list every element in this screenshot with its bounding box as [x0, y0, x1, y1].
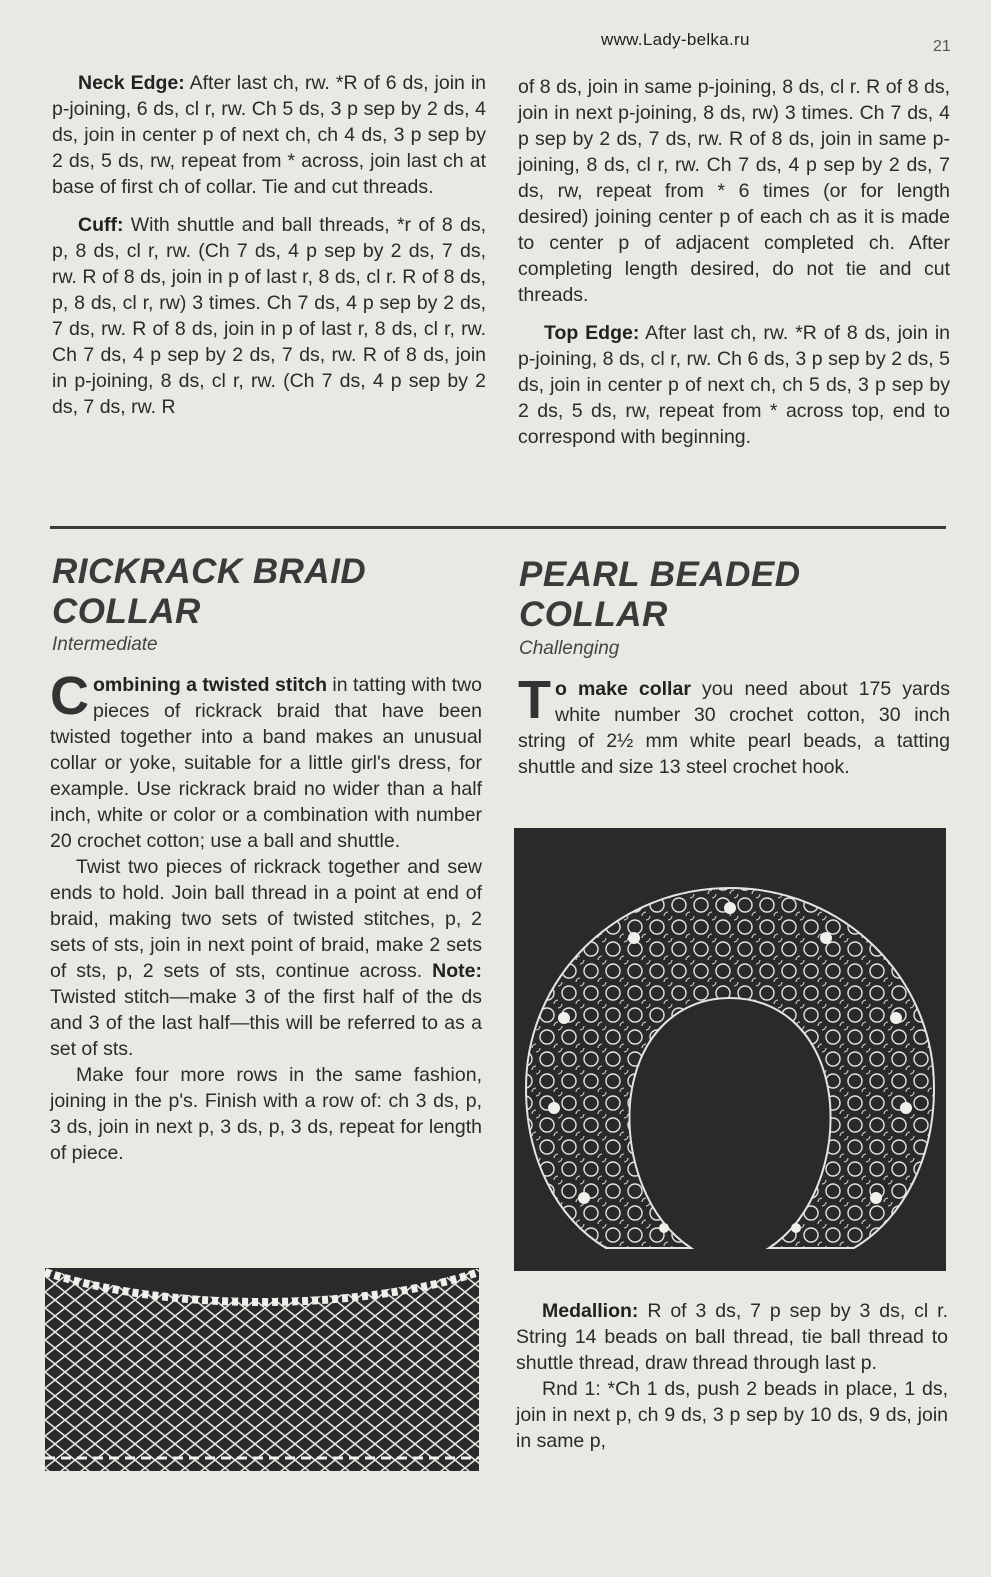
top-edge-paragraph [518, 320, 950, 450]
note-text: Twisted stitch—make 3 of the first half of the ds and 3 of the last half—this will be referred to as a set of sts. [50, 986, 482, 1060]
website-url: www.Lady-belka.ru [601, 30, 750, 49]
neck-edge-paragraph [52, 70, 486, 200]
rickrack-title-line2: COLLAR [52, 592, 201, 631]
pearl-intro [518, 670, 950, 780]
cuff-continuation-paragraph: of 8 ds, join in same p-joining, 8 ds, cl r. R of 8 ds, join in next p-joining, 8 ds, rw) 3 times. Ch 7 ds, 4 p sep by 2 ds, 7 ds, rw. R of 8 ds, join in same p-joining, 8 ds, cl r, rw. Ch 7 ds, 4 p sep by 2 ds, 7 ds, rw, repeat from * 6 times (or for length desired) joining center p of each ch as it is made to center p of adjacent completed ch. After completing length desired, do not tie and cut threads. [518, 76, 950, 306]
rickrack-intro [50, 666, 483, 854]
pearl-intro-text: you need about 175 yards white number 30 crochet cotton, 30 inch string of 2½ mm white pearl beads, a tatting shuttle and size 13 steel crochet hook. [518, 678, 950, 778]
pearl-title-line1: PEARL BEADED [519, 555, 801, 594]
pearl-collar-photo [514, 828, 946, 1271]
cuff-continuation-column [518, 74, 950, 450]
rickrack-intro-text: in tatting with two pieces of rickrack braid that have been twisted together into a band makes an unusual collar or yoke, suitable for a little girl's dress, for example. Use rickrack braid no wider than a half inch, white or color or a combination with number 20 crochet cotton; use a ball and shuttle. [50, 674, 483, 852]
medallion-text: R of 3 ds, 7 p sep by 3 ds, cl r. String 14 beads on ball thread, tie ball thread to shuttle thread, draw thread through last p. [516, 1300, 948, 1374]
top-edge-label: Top Edge: [544, 322, 640, 344]
rickrack-body [50, 666, 483, 1166]
medallion-paragraph [516, 1298, 948, 1376]
rickrack-dropcap: C [50, 666, 89, 726]
rickrack-skill-level: Intermediate [52, 634, 158, 655]
rickrack-title-line1: RICKRACK BRAID [52, 552, 367, 591]
pearl-dropcap: T [518, 670, 551, 730]
pearl-title [519, 555, 801, 635]
neck-edge-text: After last ch, rw. *R of 6 ds, join in p-joining, 6 ds, cl r, rw. Ch 5 ds, 3 p sep by 2 ds, 4 ds, join in center p of next ch, ch 4 ds, 3 p sep by 2 ds, 5 ds, rw, repeat from * across, join last ch at base of first ch of collar. Tie and cut threads. [52, 72, 486, 198]
pearl-intro-bold: o make collar [555, 678, 691, 700]
top-edge-text: After last ch, rw. *R of 8 ds, join in p-joining, 8 ds, cl r, rw. Ch 6 ds, 3 p sep by 2 ds, 5 ds, join in center p of next ch, ch 5 ds, 3 p sep by 2 ds, 5 ds, rw, repeat from * across top, end to correspond with beginning. [518, 322, 950, 448]
page-number: 21 [933, 38, 951, 55]
rickrack-collar-photo [45, 1268, 479, 1471]
round1-paragraph: Rnd 1: *Ch 1 ds, push 2 beads in place, 1 ds, join in next p, ch 9 ds, 3 p sep by 10 ds, 9 ds, join in same p, [516, 1378, 948, 1452]
rickrack-title [52, 552, 366, 632]
cuff-paragraph [52, 212, 486, 420]
pearl-instructions [516, 1298, 948, 1454]
cuff-label: Cuff: [78, 214, 124, 236]
rickrack-para2 [50, 854, 482, 1062]
rickrack-para3: Make four more rows in the same fashion, joining in the p's. Finish with a row of: ch 3 ds, p, 3 ds, join in next p, 3 ds, p, 3 ds, repeat for length of piece. [50, 1064, 482, 1164]
neck-edge-label: Neck Edge: [78, 72, 185, 94]
pearl-skill-level: Challenging [519, 638, 620, 659]
cuff-text: With shuttle and ball threads, *r of 8 ds, p, 8 ds, cl r, rw. (Ch 7 ds, 4 p sep by 2 ds, 7 ds, rw. R of 8 ds, join in p of last r, 8 ds, cl r. R of 8 ds, p, 8 ds, cl r, rw) 3 times. Ch 7 ds, 4 p sep by 2 ds, 7 ds, rw. R of 8 ds, join in p of last r, 8 ds, cl r, rw. Ch 7 ds, 4 p sep by 2 ds, 7 ds, rw. R of 8 ds, join in p-joining, 8 ds, cl r, rw. (Ch 7 ds, 4 p sep by 2 ds, 7 ds, rw. R [52, 214, 486, 418]
medallion-label: Medallion: [542, 1300, 639, 1322]
note-label: Note: [432, 960, 482, 982]
rickrack-intro-bold: ombining a twisted stitch [93, 674, 328, 696]
pearl-intro-block [518, 670, 950, 780]
neck-cuff-column [52, 70, 486, 420]
section-divider [50, 526, 946, 529]
rickrack-para2-text: Twist two pieces of rickrack together and sew ends to hold. Join ball thread in a point at end of braid, making two sets of twisted stitches, p, 2 sets of sts, join in next point of braid, make 2 sets of sts, p, 2 sets of sts, continue across. [50, 856, 482, 982]
pearl-title-line2: COLLAR [519, 595, 668, 634]
